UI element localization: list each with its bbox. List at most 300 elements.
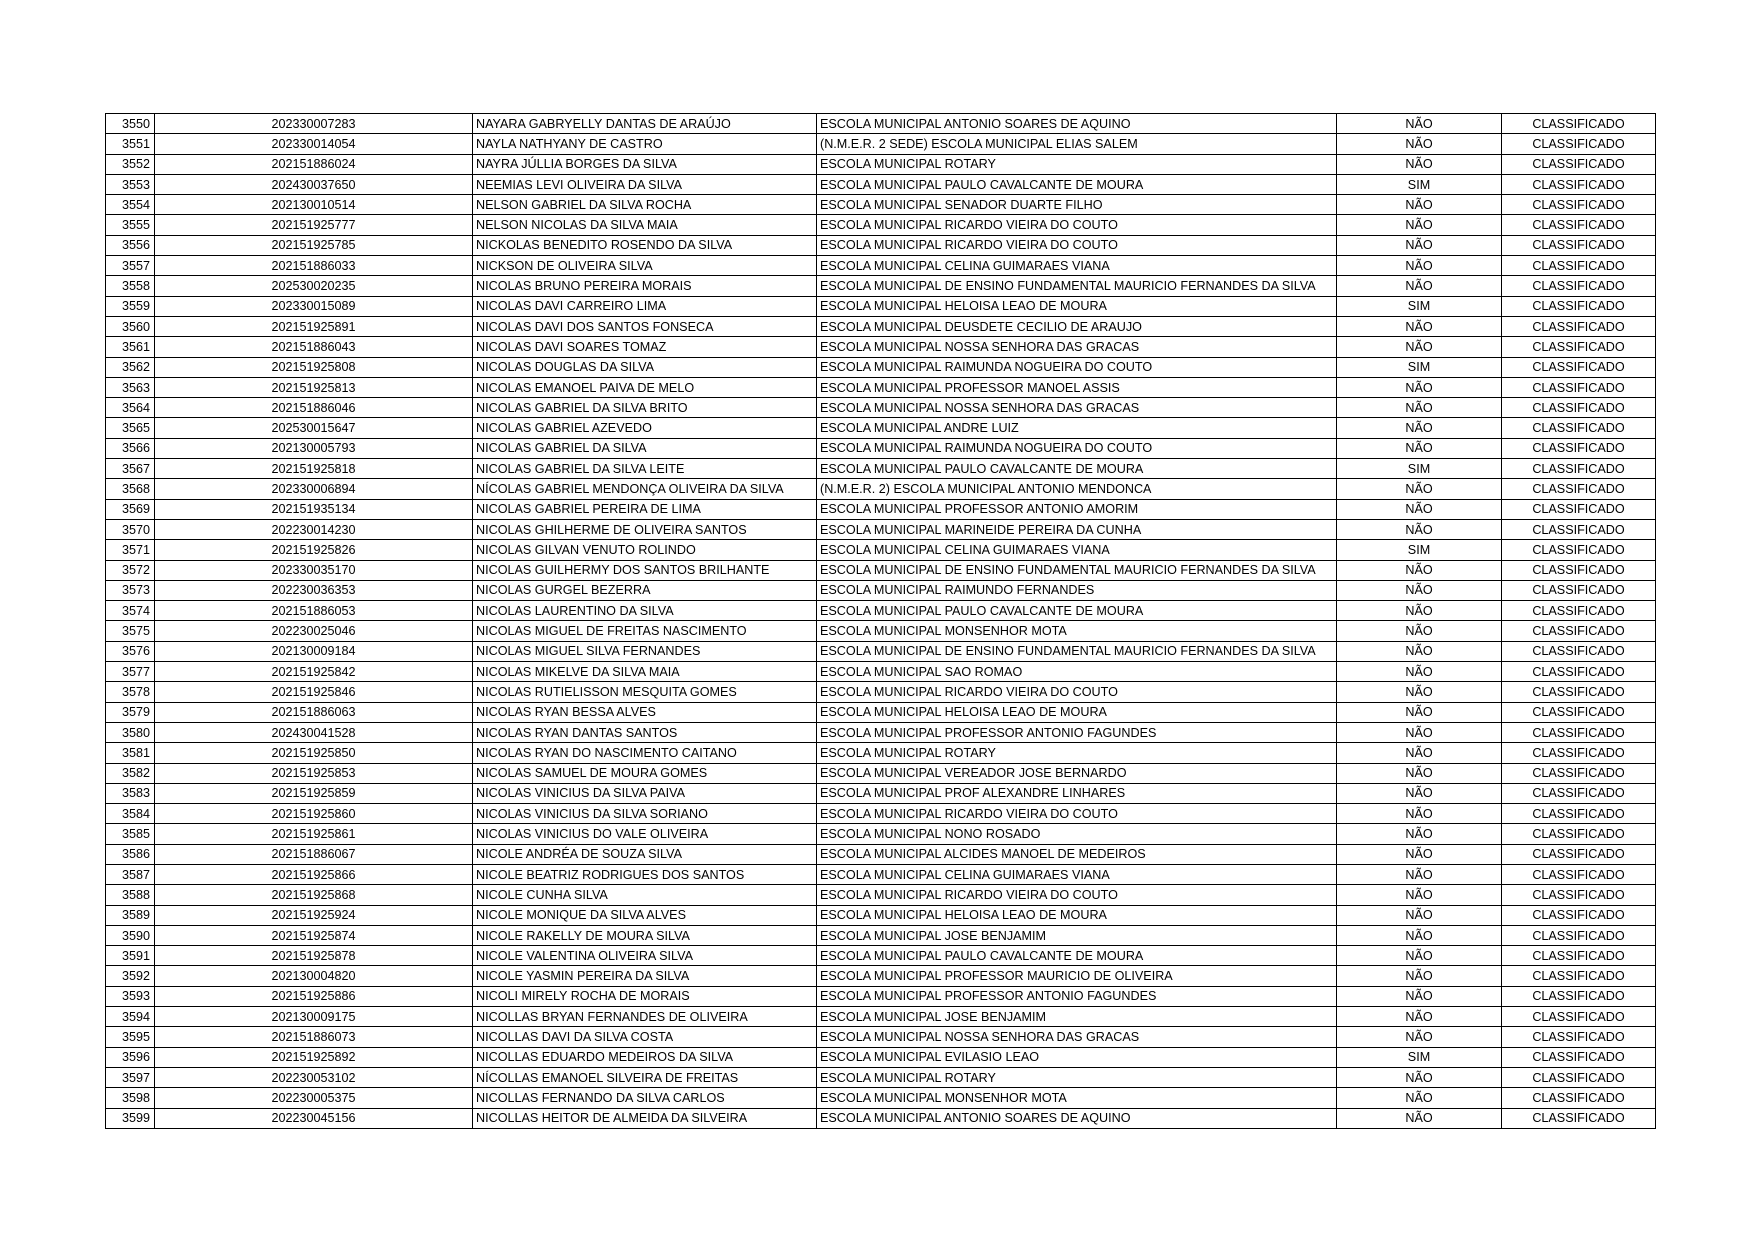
- enrollment-id: 202230005375: [155, 1088, 473, 1108]
- status-value: CLASSIFICADO: [1502, 662, 1656, 682]
- row-number: 3598: [106, 1088, 155, 1108]
- status-value: CLASSIFICADO: [1502, 357, 1656, 377]
- school-name: ESCOLA MUNICIPAL ROTARY: [817, 154, 1337, 174]
- status-value: CLASSIFICADO: [1502, 337, 1656, 357]
- enrollment-id: 202330014054: [155, 134, 473, 154]
- row-number: 3594: [106, 1007, 155, 1027]
- status-value: CLASSIFICADO: [1502, 1067, 1656, 1087]
- row-number: 3588: [106, 885, 155, 905]
- table-row: [106, 215, 1656, 235]
- table-row: [106, 418, 1656, 438]
- table-row: [106, 844, 1656, 864]
- school-name: (N.M.E.R. 2 SEDE) ESCOLA MUNICIPAL ELIAS SALEM: [817, 134, 1337, 154]
- row-number: 3563: [106, 377, 155, 397]
- enrollment-id: 202230053102: [155, 1067, 473, 1087]
- student-name: NÍCOLLAS EMANOEL SILVEIRA DE FREITAS: [473, 1067, 817, 1087]
- row-number: 3561: [106, 337, 155, 357]
- table-row: [106, 783, 1656, 803]
- flag-value: NÃO: [1337, 844, 1502, 864]
- table-row: [106, 296, 1656, 316]
- enrollment-id: 202151925853: [155, 763, 473, 783]
- school-name: ESCOLA MUNICIPAL CELINA GUIMARAES VIANA: [817, 256, 1337, 276]
- student-name: NICOLAS GABRIEL AZEVEDO: [473, 418, 817, 438]
- table-row: [106, 1088, 1656, 1108]
- flag-value: NÃO: [1337, 743, 1502, 763]
- school-name: ESCOLA MUNICIPAL NOSSA SENHORA DAS GRACAS: [817, 337, 1337, 357]
- status-value: CLASSIFICADO: [1502, 114, 1656, 134]
- flag-value: NÃO: [1337, 418, 1502, 438]
- enrollment-id: 202151886024: [155, 154, 473, 174]
- student-name: NICKSON DE OLIVEIRA SILVA: [473, 256, 817, 276]
- school-name: ESCOLA MUNICIPAL ANTONIO SOARES DE AQUINO: [817, 114, 1337, 134]
- status-value: CLASSIFICADO: [1502, 682, 1656, 702]
- row-number: 3595: [106, 1027, 155, 1047]
- status-value: CLASSIFICADO: [1502, 1108, 1656, 1128]
- school-name: ESCOLA MUNICIPAL ANDRE LUIZ: [817, 418, 1337, 438]
- row-number: 3577: [106, 662, 155, 682]
- row-number: 3560: [106, 316, 155, 336]
- student-name: NICOLLAS FERNANDO DA SILVA CARLOS: [473, 1088, 817, 1108]
- row-number: 3586: [106, 844, 155, 864]
- student-name: NICOLE YASMIN PEREIRA DA SILVA: [473, 966, 817, 986]
- student-name: NICOLAS GABRIEL DA SILVA BRITO: [473, 398, 817, 418]
- school-name: ESCOLA MUNICIPAL MONSENHOR MOTA: [817, 621, 1337, 641]
- table-row: [106, 621, 1656, 641]
- row-number: 3571: [106, 540, 155, 560]
- row-number: 3580: [106, 722, 155, 742]
- status-value: CLASSIFICADO: [1502, 398, 1656, 418]
- student-name: NICOLLAS BRYAN FERNANDES DE OLIVEIRA: [473, 1007, 817, 1027]
- table-row: [106, 743, 1656, 763]
- flag-value: NÃO: [1337, 763, 1502, 783]
- row-number: 3578: [106, 682, 155, 702]
- student-name: NICOLAS DAVI CARREIRO LIMA: [473, 296, 817, 316]
- status-value: CLASSIFICADO: [1502, 580, 1656, 600]
- school-name: ESCOLA MUNICIPAL RICARDO VIEIRA DO COUTO: [817, 885, 1337, 905]
- flag-value: SIM: [1337, 357, 1502, 377]
- flag-value: NÃO: [1337, 479, 1502, 499]
- student-name: NICOLAS VINICIUS DO VALE OLIVEIRA: [473, 824, 817, 844]
- table-row: [106, 763, 1656, 783]
- table-row: [106, 459, 1656, 479]
- flag-value: NÃO: [1337, 560, 1502, 580]
- flag-value: NÃO: [1337, 804, 1502, 824]
- table-row: [106, 824, 1656, 844]
- status-value: CLASSIFICADO: [1502, 296, 1656, 316]
- status-value: CLASSIFICADO: [1502, 235, 1656, 255]
- flag-value: NÃO: [1337, 519, 1502, 539]
- table-row: [106, 438, 1656, 458]
- row-number: 3585: [106, 824, 155, 844]
- student-name: NAYARA GABRYELLY DANTAS DE ARAÚJO: [473, 114, 817, 134]
- row-number: 3559: [106, 296, 155, 316]
- status-value: CLASSIFICADO: [1502, 499, 1656, 519]
- school-name: ESCOLA MUNICIPAL RICARDO VIEIRA DO COUTO: [817, 682, 1337, 702]
- flag-value: NÃO: [1337, 1088, 1502, 1108]
- enrollment-id: 202151925866: [155, 864, 473, 884]
- table-row: [106, 682, 1656, 702]
- status-value: CLASSIFICADO: [1502, 986, 1656, 1006]
- student-name: NICOLAS RYAN BESSA ALVES: [473, 702, 817, 722]
- status-value: CLASSIFICADO: [1502, 316, 1656, 336]
- row-number: 3574: [106, 601, 155, 621]
- enrollment-id: 202151925886: [155, 986, 473, 1006]
- row-number: 3550: [106, 114, 155, 134]
- table-row: [106, 114, 1656, 134]
- row-number: 3584: [106, 804, 155, 824]
- status-value: CLASSIFICADO: [1502, 601, 1656, 621]
- student-name: NICOLI MIRELY ROCHA DE MORAIS: [473, 986, 817, 1006]
- table-row: [106, 174, 1656, 194]
- status-value: CLASSIFICADO: [1502, 804, 1656, 824]
- flag-value: NÃO: [1337, 1108, 1502, 1128]
- row-number: 3591: [106, 946, 155, 966]
- enrollment-id: 202151886067: [155, 844, 473, 864]
- table-row: [106, 722, 1656, 742]
- table-body: [106, 114, 1656, 1129]
- table-row: [106, 337, 1656, 357]
- status-value: CLASSIFICADO: [1502, 885, 1656, 905]
- school-name: ESCOLA MUNICIPAL RICARDO VIEIRA DO COUTO: [817, 215, 1337, 235]
- enrollment-id: 202151925826: [155, 540, 473, 560]
- flag-value: SIM: [1337, 174, 1502, 194]
- student-name: NELSON NICOLAS DA SILVA MAIA: [473, 215, 817, 235]
- table-row: [106, 357, 1656, 377]
- status-value: CLASSIFICADO: [1502, 1047, 1656, 1067]
- student-name: NICOLAS LAURENTINO DA SILVA: [473, 601, 817, 621]
- enrollment-id: 202151925818: [155, 459, 473, 479]
- enrollment-id: 202151886043: [155, 337, 473, 357]
- student-name: NICOLAS GURGEL BEZERRA: [473, 580, 817, 600]
- status-value: CLASSIFICADO: [1502, 438, 1656, 458]
- status-value: CLASSIFICADO: [1502, 276, 1656, 296]
- flag-value: NÃO: [1337, 438, 1502, 458]
- student-name: NICOLAS GUILHERMY DOS SANTOS BRILHANTE: [473, 560, 817, 580]
- student-name: NELSON GABRIEL DA SILVA ROCHA: [473, 195, 817, 215]
- enrollment-id: 202151925808: [155, 357, 473, 377]
- flag-value: NÃO: [1337, 864, 1502, 884]
- enrollment-id: 202430041528: [155, 722, 473, 742]
- flag-value: NÃO: [1337, 316, 1502, 336]
- row-number: 3593: [106, 986, 155, 1006]
- enrollment-id: 202151925846: [155, 682, 473, 702]
- flag-value: SIM: [1337, 540, 1502, 560]
- enrollment-id: 202151925777: [155, 215, 473, 235]
- classification-table: [105, 113, 1656, 1129]
- status-value: CLASSIFICADO: [1502, 844, 1656, 864]
- student-name: NICOLAS BRUNO PEREIRA MORAIS: [473, 276, 817, 296]
- enrollment-id: 202151886063: [155, 702, 473, 722]
- student-name: NICKOLAS BENEDITO ROSENDO DA SILVA: [473, 235, 817, 255]
- school-name: ESCOLA MUNICIPAL PAULO CAVALCANTE DE MOURA: [817, 946, 1337, 966]
- student-name: NICOLAS RUTIELISSON MESQUITA GOMES: [473, 682, 817, 702]
- school-name: ESCOLA MUNICIPAL JOSE BENJAMIM: [817, 1007, 1337, 1027]
- table-row: [106, 1027, 1656, 1047]
- status-value: CLASSIFICADO: [1502, 215, 1656, 235]
- school-name: ESCOLA MUNICIPAL NOSSA SENHORA DAS GRACAS: [817, 398, 1337, 418]
- student-name: NICOLE ANDRÉA DE SOUZA SILVA: [473, 844, 817, 864]
- status-value: CLASSIFICADO: [1502, 519, 1656, 539]
- row-number: 3564: [106, 398, 155, 418]
- row-number: 3565: [106, 418, 155, 438]
- status-value: CLASSIFICADO: [1502, 154, 1656, 174]
- row-number: 3554: [106, 195, 155, 215]
- enrollment-id: 202151886053: [155, 601, 473, 621]
- table-row: [106, 1108, 1656, 1128]
- enrollment-id: 202151925868: [155, 885, 473, 905]
- flag-value: NÃO: [1337, 215, 1502, 235]
- table-row: [106, 398, 1656, 418]
- row-number: 3579: [106, 702, 155, 722]
- table-row: [106, 134, 1656, 154]
- table-row: [106, 479, 1656, 499]
- student-name: NICOLAS MIKELVE DA SILVA MAIA: [473, 662, 817, 682]
- flag-value: NÃO: [1337, 662, 1502, 682]
- table-row: [106, 885, 1656, 905]
- row-number: 3551: [106, 134, 155, 154]
- school-name: ESCOLA MUNICIPAL PAULO CAVALCANTE DE MOURA: [817, 174, 1337, 194]
- enrollment-id: 202330007283: [155, 114, 473, 134]
- table-row: [106, 702, 1656, 722]
- school-name: ESCOLA MUNICIPAL DE ENSINO FUNDAMENTAL MAURICIO FERNANDES DA SILVA: [817, 641, 1337, 661]
- row-number: 3562: [106, 357, 155, 377]
- flag-value: NÃO: [1337, 154, 1502, 174]
- table-row: [106, 195, 1656, 215]
- flag-value: NÃO: [1337, 1067, 1502, 1087]
- student-name: NICOLLAS HEITOR DE ALMEIDA DA SILVEIRA: [473, 1108, 817, 1128]
- school-name: ESCOLA MUNICIPAL PAULO CAVALCANTE DE MOURA: [817, 601, 1337, 621]
- enrollment-id: 202151925891: [155, 316, 473, 336]
- enrollment-id: 202151886033: [155, 256, 473, 276]
- flag-value: NÃO: [1337, 824, 1502, 844]
- table-row: [106, 235, 1656, 255]
- enrollment-id: 202151925860: [155, 804, 473, 824]
- school-name: ESCOLA MUNICIPAL PROFESSOR ANTONIO FAGUNDES: [817, 722, 1337, 742]
- table-row: [106, 986, 1656, 1006]
- row-number: 3569: [106, 499, 155, 519]
- table-row: [106, 864, 1656, 884]
- flag-value: NÃO: [1337, 1007, 1502, 1027]
- row-number: 3567: [106, 459, 155, 479]
- enrollment-id: 202151925892: [155, 1047, 473, 1067]
- table-row: [106, 377, 1656, 397]
- enrollment-id: 202130009175: [155, 1007, 473, 1027]
- school-name: ESCOLA MUNICIPAL PROFESSOR MANOEL ASSIS: [817, 377, 1337, 397]
- school-name: ESCOLA MUNICIPAL ANTONIO SOARES DE AQUINO: [817, 1108, 1337, 1128]
- flag-value: NÃO: [1337, 134, 1502, 154]
- enrollment-id: 202230036353: [155, 580, 473, 600]
- school-name: ESCOLA MUNICIPAL ALCIDES MANOEL DE MEDEIROS: [817, 844, 1337, 864]
- flag-value: NÃO: [1337, 722, 1502, 742]
- flag-value: NÃO: [1337, 621, 1502, 641]
- student-name: NICOLAS VINICIUS DA SILVA PAIVA: [473, 783, 817, 803]
- enrollment-id: 202151925924: [155, 905, 473, 925]
- school-name: ESCOLA MUNICIPAL ROTARY: [817, 1067, 1337, 1087]
- flag-value: NÃO: [1337, 580, 1502, 600]
- enrollment-id: 202130009184: [155, 641, 473, 661]
- student-name: NEEMIAS LEVI OLIVEIRA DA SILVA: [473, 174, 817, 194]
- school-name: ESCOLA MUNICIPAL ROTARY: [817, 743, 1337, 763]
- enrollment-id: 202151925874: [155, 925, 473, 945]
- student-name: NICOLAS MIGUEL DE FREITAS NASCIMENTO: [473, 621, 817, 641]
- enrollment-id: 202230014230: [155, 519, 473, 539]
- school-name: ESCOLA MUNICIPAL DE ENSINO FUNDAMENTAL MAURICIO FERNANDES DA SILVA: [817, 276, 1337, 296]
- student-name: NICOLE RAKELLY DE MOURA SILVA: [473, 925, 817, 945]
- school-name: ESCOLA MUNICIPAL HELOISA LEAO DE MOURA: [817, 702, 1337, 722]
- table-row: [106, 560, 1656, 580]
- row-number: 3599: [106, 1108, 155, 1128]
- table-row: [106, 905, 1656, 925]
- table-row: [106, 154, 1656, 174]
- enrollment-id: 202430037650: [155, 174, 473, 194]
- school-name: ESCOLA MUNICIPAL CELINA GUIMARAES VIANA: [817, 540, 1337, 560]
- school-name: ESCOLA MUNICIPAL HELOISA LEAO DE MOURA: [817, 905, 1337, 925]
- row-number: 3553: [106, 174, 155, 194]
- school-name: ESCOLA MUNICIPAL PROFESSOR ANTONIO AMORIM: [817, 499, 1337, 519]
- enrollment-id: 202151925850: [155, 743, 473, 763]
- enrollment-id: 202130005793: [155, 438, 473, 458]
- school-name: ESCOLA MUNICIPAL NONO ROSADO: [817, 824, 1337, 844]
- table-row: [106, 580, 1656, 600]
- flag-value: NÃO: [1337, 398, 1502, 418]
- flag-value: NÃO: [1337, 966, 1502, 986]
- status-value: CLASSIFICADO: [1502, 1027, 1656, 1047]
- status-value: CLASSIFICADO: [1502, 743, 1656, 763]
- status-value: CLASSIFICADO: [1502, 864, 1656, 884]
- status-value: CLASSIFICADO: [1502, 256, 1656, 276]
- student-name: NICOLAS RYAN DANTAS SANTOS: [473, 722, 817, 742]
- enrollment-id: 202151925842: [155, 662, 473, 682]
- table-row: [106, 925, 1656, 945]
- flag-value: SIM: [1337, 1047, 1502, 1067]
- student-name: NICOLE BEATRIZ RODRIGUES DOS SANTOS: [473, 864, 817, 884]
- school-name: ESCOLA MUNICIPAL RAIMUNDA NOGUEIRA DO COUTO: [817, 357, 1337, 377]
- flag-value: SIM: [1337, 296, 1502, 316]
- enrollment-id: 202151925861: [155, 824, 473, 844]
- row-number: 3568: [106, 479, 155, 499]
- school-name: ESCOLA MUNICIPAL RAIMUNDO FERNANDES: [817, 580, 1337, 600]
- enrollment-id: 202151925878: [155, 946, 473, 966]
- flag-value: NÃO: [1337, 946, 1502, 966]
- school-name: ESCOLA MUNICIPAL PROFESSOR MAURICIO DE OLIVEIRA: [817, 966, 1337, 986]
- school-name: ESCOLA MUNICIPAL RAIMUNDA NOGUEIRA DO COUTO: [817, 438, 1337, 458]
- flag-value: NÃO: [1337, 235, 1502, 255]
- status-value: CLASSIFICADO: [1502, 560, 1656, 580]
- flag-value: NÃO: [1337, 377, 1502, 397]
- flag-value: NÃO: [1337, 337, 1502, 357]
- student-name: NICOLAS SAMUEL DE MOURA GOMES: [473, 763, 817, 783]
- table-row: [106, 804, 1656, 824]
- enrollment-id: 202230045156: [155, 1108, 473, 1128]
- table-row: [106, 256, 1656, 276]
- status-value: CLASSIFICADO: [1502, 134, 1656, 154]
- row-number: 3583: [106, 783, 155, 803]
- flag-value: SIM: [1337, 459, 1502, 479]
- school-name: ESCOLA MUNICIPAL CELINA GUIMARAES VIANA: [817, 864, 1337, 884]
- table-row: [106, 276, 1656, 296]
- school-name: ESCOLA MUNICIPAL RICARDO VIEIRA DO COUTO: [817, 804, 1337, 824]
- student-name: NICOLAS GABRIEL DA SILVA LEITE: [473, 459, 817, 479]
- flag-value: NÃO: [1337, 1027, 1502, 1047]
- flag-value: NÃO: [1337, 702, 1502, 722]
- table-row: [106, 1047, 1656, 1067]
- row-number: 3589: [106, 905, 155, 925]
- row-number: 3590: [106, 925, 155, 945]
- enrollment-id: 202151886073: [155, 1027, 473, 1047]
- student-name: NICOLAS GABRIEL DA SILVA: [473, 438, 817, 458]
- school-name: ESCOLA MUNICIPAL NOSSA SENHORA DAS GRACAS: [817, 1027, 1337, 1047]
- status-value: CLASSIFICADO: [1502, 377, 1656, 397]
- row-number: 3576: [106, 641, 155, 661]
- student-name: NICOLLAS DAVI DA SILVA COSTA: [473, 1027, 817, 1047]
- enrollment-id: 202330015089: [155, 296, 473, 316]
- flag-value: NÃO: [1337, 783, 1502, 803]
- status-value: CLASSIFICADO: [1502, 418, 1656, 438]
- table-row: [106, 316, 1656, 336]
- status-value: CLASSIFICADO: [1502, 702, 1656, 722]
- row-number: 3592: [106, 966, 155, 986]
- student-name: NICOLAS EMANOEL PAIVA DE MELO: [473, 377, 817, 397]
- student-name: NICOLLAS EDUARDO MEDEIROS DA SILVA: [473, 1047, 817, 1067]
- student-name: NICOLE MONIQUE DA SILVA ALVES: [473, 905, 817, 925]
- student-name: NICOLAS RYAN DO NASCIMENTO CAITANO: [473, 743, 817, 763]
- table-row: [106, 499, 1656, 519]
- enrollment-id: 202530020235: [155, 276, 473, 296]
- school-name: ESCOLA MUNICIPAL JOSE BENJAMIM: [817, 925, 1337, 945]
- status-value: CLASSIFICADO: [1502, 174, 1656, 194]
- student-name: NICOLE CUNHA SILVA: [473, 885, 817, 905]
- school-name: (N.M.E.R. 2) ESCOLA MUNICIPAL ANTONIO MENDONCA: [817, 479, 1337, 499]
- student-name: NICOLAS VINICIUS DA SILVA SORIANO: [473, 804, 817, 824]
- flag-value: NÃO: [1337, 256, 1502, 276]
- enrollment-id: 202330035170: [155, 560, 473, 580]
- enrollment-id: 202130010514: [155, 195, 473, 215]
- flag-value: NÃO: [1337, 885, 1502, 905]
- table-row: [106, 946, 1656, 966]
- row-number: 3566: [106, 438, 155, 458]
- table-row: [106, 662, 1656, 682]
- school-name: ESCOLA MUNICIPAL PROFESSOR ANTONIO FAGUNDES: [817, 986, 1337, 1006]
- table-row: [106, 966, 1656, 986]
- status-value: CLASSIFICADO: [1502, 722, 1656, 742]
- status-value: CLASSIFICADO: [1502, 1007, 1656, 1027]
- row-number: 3557: [106, 256, 155, 276]
- status-value: CLASSIFICADO: [1502, 946, 1656, 966]
- flag-value: NÃO: [1337, 986, 1502, 1006]
- row-number: 3575: [106, 621, 155, 641]
- flag-value: NÃO: [1337, 601, 1502, 621]
- school-name: ESCOLA MUNICIPAL EVILASIO LEAO: [817, 1047, 1337, 1067]
- status-value: CLASSIFICADO: [1502, 479, 1656, 499]
- student-name: NICOLAS GHILHERME DE OLIVEIRA SANTOS: [473, 519, 817, 539]
- student-name: NICOLAS GILVAN VENUTO ROLINDO: [473, 540, 817, 560]
- student-name: NICOLAS DAVI DOS SANTOS FONSECA: [473, 316, 817, 336]
- enrollment-id: 202230025046: [155, 621, 473, 641]
- school-name: ESCOLA MUNICIPAL DE ENSINO FUNDAMENTAL MAURICIO FERNANDES DA SILVA: [817, 560, 1337, 580]
- status-value: CLASSIFICADO: [1502, 540, 1656, 560]
- flag-value: NÃO: [1337, 925, 1502, 945]
- status-value: CLASSIFICADO: [1502, 641, 1656, 661]
- school-name: ESCOLA MUNICIPAL VEREADOR JOSE BERNARDO: [817, 763, 1337, 783]
- status-value: CLASSIFICADO: [1502, 621, 1656, 641]
- school-name: ESCOLA MUNICIPAL DEUSDETE CECILIO DE ARAUJO: [817, 316, 1337, 336]
- row-number: 3597: [106, 1067, 155, 1087]
- school-name: ESCOLA MUNICIPAL SENADOR DUARTE FILHO: [817, 195, 1337, 215]
- flag-value: NÃO: [1337, 276, 1502, 296]
- student-name: NAYRA JÚLLIA BORGES DA SILVA: [473, 154, 817, 174]
- status-value: CLASSIFICADO: [1502, 783, 1656, 803]
- flag-value: NÃO: [1337, 499, 1502, 519]
